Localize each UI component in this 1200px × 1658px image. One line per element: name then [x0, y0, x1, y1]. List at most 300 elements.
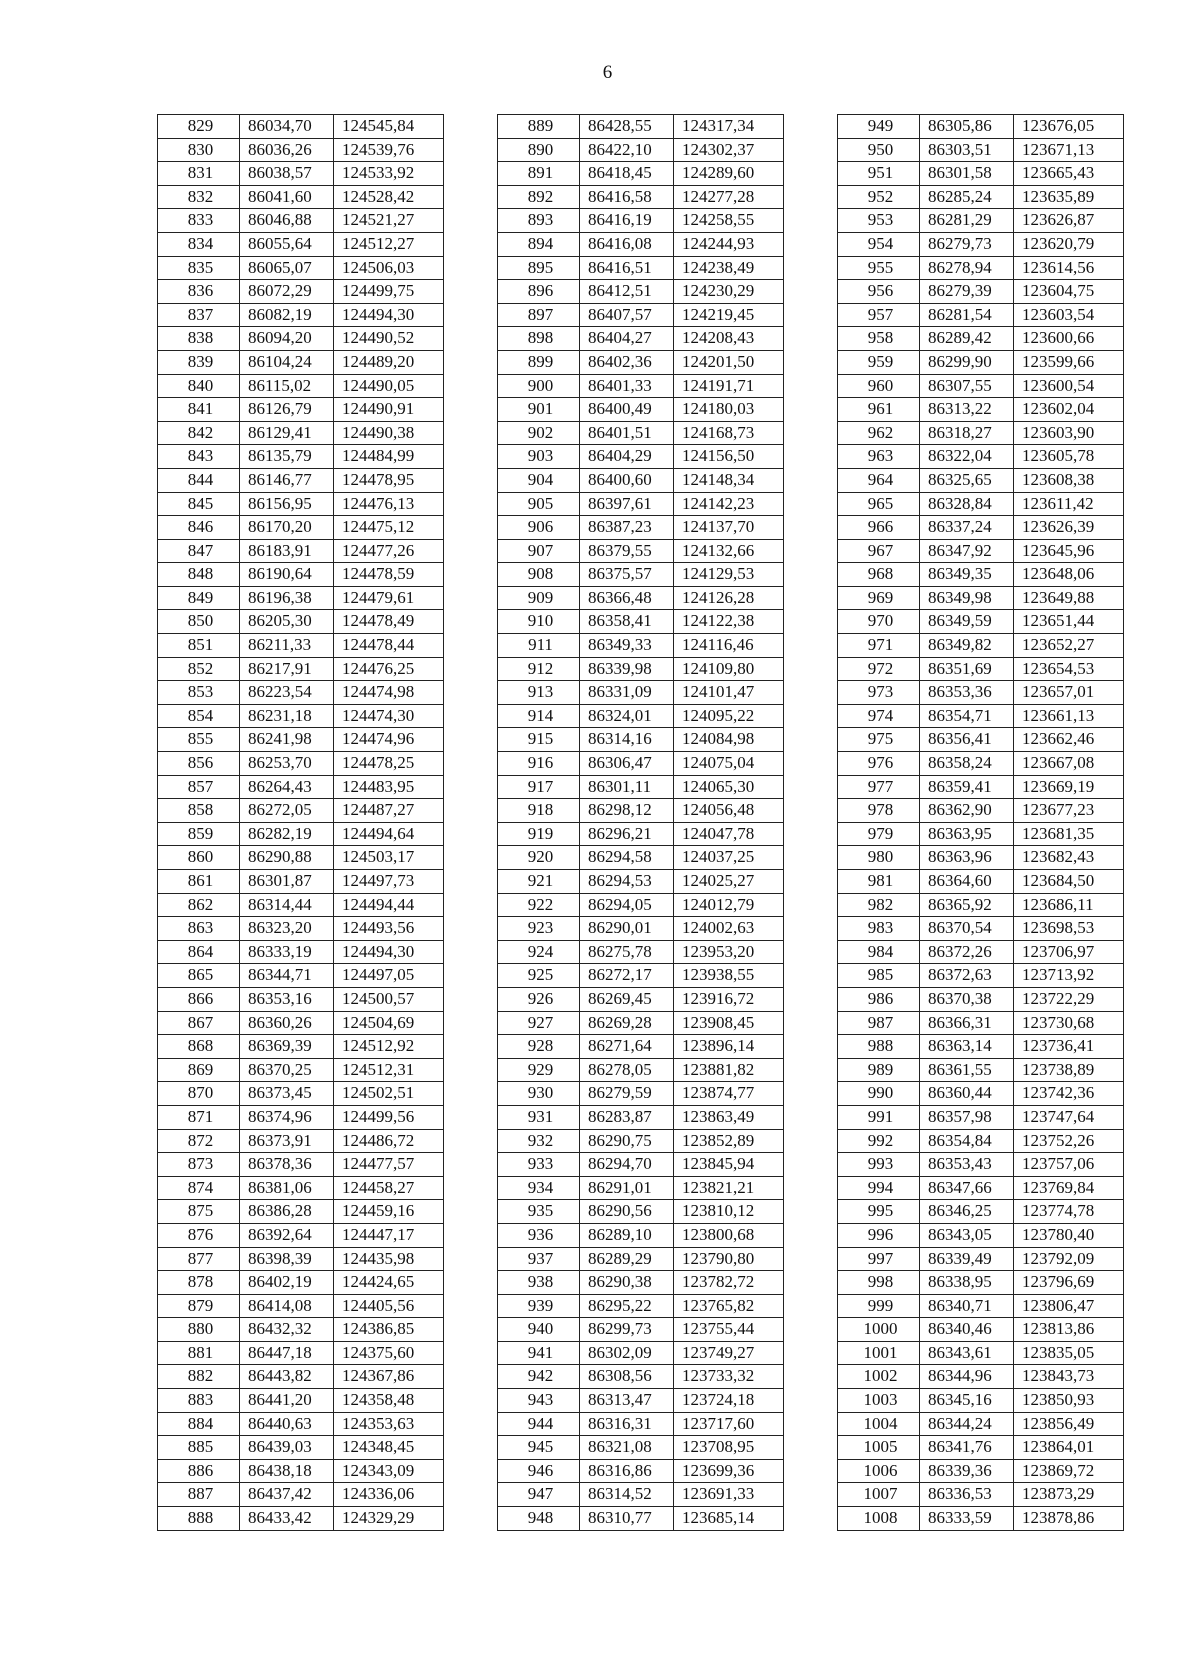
- coordinate-x: 86439,03: [240, 1436, 334, 1460]
- coordinate-y: 123810,12: [674, 1200, 784, 1224]
- table-row: [838, 1365, 1124, 1389]
- coordinate-y: 124208,43: [674, 327, 784, 351]
- point-number: 1008: [838, 1507, 920, 1531]
- point-number: 883: [158, 1389, 240, 1413]
- point-number: 959: [838, 350, 920, 374]
- coordinate-y: 124343,09: [334, 1459, 444, 1483]
- table-row: [838, 752, 1124, 776]
- table-row: [838, 610, 1124, 634]
- point-number: 983: [838, 917, 920, 941]
- point-number: 927: [498, 1011, 580, 1035]
- coordinate-x: 86279,59: [580, 1082, 674, 1106]
- table-row: [838, 1153, 1124, 1177]
- point-number: 977: [838, 775, 920, 799]
- coordinate-y: 123896,14: [674, 1035, 784, 1059]
- coordinate-y: 124329,29: [334, 1507, 444, 1531]
- coordinate-x: 86364,60: [920, 870, 1014, 894]
- coordinate-x: 86363,95: [920, 822, 1014, 846]
- coordinate-x: 86082,19: [240, 303, 334, 327]
- table-row: [498, 138, 784, 162]
- coordinate-x: 86379,55: [580, 539, 674, 563]
- point-number: 881: [158, 1341, 240, 1365]
- coordinate-y: 124476,25: [334, 657, 444, 681]
- table-row: [498, 964, 784, 988]
- coordinate-y: 123780,40: [1014, 1223, 1124, 1247]
- point-number: 832: [158, 185, 240, 209]
- table-row: [498, 1223, 784, 1247]
- coordinate-y: 123626,87: [1014, 209, 1124, 233]
- point-number: 949: [838, 115, 920, 139]
- coordinate-y: 124353,63: [334, 1412, 444, 1436]
- coordinate-y: 123604,75: [1014, 280, 1124, 304]
- coordinate-y: 124506,03: [334, 256, 444, 280]
- coordinate-y: 123938,55: [674, 964, 784, 988]
- point-number: 842: [158, 421, 240, 445]
- coordinate-y: 123626,39: [1014, 516, 1124, 540]
- table-row: [838, 398, 1124, 422]
- coordinate-y: 123835,05: [1014, 1341, 1124, 1365]
- point-number: 952: [838, 185, 920, 209]
- coordinate-y: 123706,97: [1014, 940, 1124, 964]
- point-number: 937: [498, 1247, 580, 1271]
- coordinate-y: 123852,89: [674, 1129, 784, 1153]
- point-number: 871: [158, 1105, 240, 1129]
- coordinate-x: 86336,53: [920, 1483, 1014, 1507]
- table-row: [158, 539, 444, 563]
- table-row: [158, 516, 444, 540]
- table-row: [838, 893, 1124, 917]
- coordinate-x: 86370,54: [920, 917, 1014, 941]
- coordinate-y: 123685,14: [674, 1507, 784, 1531]
- table-row: [838, 1483, 1124, 1507]
- table-row: [838, 1247, 1124, 1271]
- table-row: [158, 1223, 444, 1247]
- coordinate-x: 86447,18: [240, 1341, 334, 1365]
- table-row: [838, 1318, 1124, 1342]
- coordinate-y: 123603,54: [1014, 303, 1124, 327]
- coordinate-y: 123682,43: [1014, 846, 1124, 870]
- table-row: [498, 893, 784, 917]
- point-number: 1002: [838, 1365, 920, 1389]
- coordinate-y: 124302,37: [674, 138, 784, 162]
- table-row: [838, 799, 1124, 823]
- coordinate-y: 123881,82: [674, 1058, 784, 1082]
- coordinate-x: 86345,16: [920, 1389, 1014, 1413]
- coordinate-x: 86360,44: [920, 1082, 1014, 1106]
- coordinate-y: 124002,63: [674, 917, 784, 941]
- coordinate-x: 86094,20: [240, 327, 334, 351]
- point-number: 876: [158, 1223, 240, 1247]
- table-row: [838, 1082, 1124, 1106]
- table-row: [498, 1129, 784, 1153]
- table-row: [838, 1129, 1124, 1153]
- point-number: 987: [838, 1011, 920, 1035]
- table-row: [158, 1436, 444, 1460]
- coordinate-y: 124277,28: [674, 185, 784, 209]
- point-number: 962: [838, 421, 920, 445]
- point-number: 940: [498, 1318, 580, 1342]
- coordinate-y: 123821,21: [674, 1176, 784, 1200]
- point-number: 836: [158, 280, 240, 304]
- coordinate-x: 86282,19: [240, 822, 334, 846]
- coordinate-y: 124478,49: [334, 610, 444, 634]
- coordinate-y: 123752,26: [1014, 1129, 1124, 1153]
- table-row: [838, 1412, 1124, 1436]
- coordinate-x: 86378,36: [240, 1153, 334, 1177]
- point-number: 887: [158, 1483, 240, 1507]
- table-row: [158, 1294, 444, 1318]
- point-number: 864: [158, 940, 240, 964]
- table-row: [158, 586, 444, 610]
- point-number: 897: [498, 303, 580, 327]
- point-number: 960: [838, 374, 920, 398]
- coordinate-x: 86183,91: [240, 539, 334, 563]
- table-row: [158, 917, 444, 941]
- coordinate-y: 123635,89: [1014, 185, 1124, 209]
- table-row: [158, 1483, 444, 1507]
- table-row: [158, 162, 444, 186]
- coordinate-x: 86036,26: [240, 138, 334, 162]
- coordinate-y: 124405,56: [334, 1294, 444, 1318]
- coordinate-x: 86349,35: [920, 563, 1014, 587]
- table-row: [498, 752, 784, 776]
- coordinate-x: 86440,63: [240, 1412, 334, 1436]
- point-number: 995: [838, 1200, 920, 1224]
- point-number: 928: [498, 1035, 580, 1059]
- point-number: 930: [498, 1082, 580, 1106]
- point-number: 877: [158, 1247, 240, 1271]
- point-number: 925: [498, 964, 580, 988]
- table-row: [838, 1341, 1124, 1365]
- coordinate-x: 86135,79: [240, 445, 334, 469]
- coordinate-x: 86392,64: [240, 1223, 334, 1247]
- table-row: [158, 752, 444, 776]
- coordinate-y: 123869,72: [1014, 1459, 1124, 1483]
- coordinate-x: 86034,70: [240, 115, 334, 139]
- coordinate-y: 123878,86: [1014, 1507, 1124, 1531]
- point-number: 1007: [838, 1483, 920, 1507]
- table-row: [158, 681, 444, 705]
- coordinate-y: 124201,50: [674, 350, 784, 374]
- point-number: 839: [158, 350, 240, 374]
- coordinate-x: 86343,61: [920, 1341, 1014, 1365]
- point-number: 854: [158, 704, 240, 728]
- point-number: 910: [498, 610, 580, 634]
- coordinate-y: 123667,08: [1014, 752, 1124, 776]
- coordinate-y: 124095,22: [674, 704, 784, 728]
- table-row: [158, 563, 444, 587]
- point-number: 834: [158, 232, 240, 256]
- coordinate-x: 86290,38: [580, 1271, 674, 1295]
- table-row: [158, 256, 444, 280]
- table-row: [158, 1459, 444, 1483]
- table-row: [838, 445, 1124, 469]
- point-number: 992: [838, 1129, 920, 1153]
- coordinate-x: 86437,42: [240, 1483, 334, 1507]
- table-row: [498, 987, 784, 1011]
- point-number: 874: [158, 1176, 240, 1200]
- table-row: [158, 1365, 444, 1389]
- coordinate-x: 86314,16: [580, 728, 674, 752]
- coordinate-y: 124494,30: [334, 303, 444, 327]
- coordinate-x: 86323,20: [240, 917, 334, 941]
- table-row: [498, 209, 784, 233]
- point-number: 847: [158, 539, 240, 563]
- point-number: 869: [158, 1058, 240, 1082]
- coordinate-y: 123749,27: [674, 1341, 784, 1365]
- coordinate-y: 124075,04: [674, 752, 784, 776]
- coordinate-y: 123742,36: [1014, 1082, 1124, 1106]
- table-row: [498, 162, 784, 186]
- coordinate-y: 124156,50: [674, 445, 784, 469]
- table-row: [838, 987, 1124, 1011]
- coordinate-y: 123605,78: [1014, 445, 1124, 469]
- coordinate-x: 86441,20: [240, 1389, 334, 1413]
- point-number: 1006: [838, 1459, 920, 1483]
- point-number: 929: [498, 1058, 580, 1082]
- coordinate-x: 86291,01: [580, 1176, 674, 1200]
- coordinate-y: 123733,32: [674, 1365, 784, 1389]
- coordinate-y: 124497,73: [334, 870, 444, 894]
- table-row: [158, 1035, 444, 1059]
- table-row: [158, 822, 444, 846]
- coordinate-y: 124490,91: [334, 398, 444, 422]
- coordinate-x: 86307,55: [920, 374, 1014, 398]
- coordinate-x: 86387,23: [580, 516, 674, 540]
- table-row: [498, 634, 784, 658]
- point-number: 973: [838, 681, 920, 705]
- coordinate-x: 86346,25: [920, 1200, 1014, 1224]
- coordinate-x: 86333,59: [920, 1507, 1014, 1531]
- point-number: 920: [498, 846, 580, 870]
- coordinate-x: 86438,18: [240, 1459, 334, 1483]
- table-row: [158, 280, 444, 304]
- coordinate-x: 86343,05: [920, 1223, 1014, 1247]
- coordinate-y: 124499,56: [334, 1105, 444, 1129]
- coordinate-x: 86344,96: [920, 1365, 1014, 1389]
- coordinate-y: 124478,59: [334, 563, 444, 587]
- point-number: 943: [498, 1389, 580, 1413]
- coordinate-y: 123698,53: [1014, 917, 1124, 941]
- table-row: [158, 185, 444, 209]
- point-number: 980: [838, 846, 920, 870]
- coordinate-y: 124132,66: [674, 539, 784, 563]
- coordinate-x: 86361,55: [920, 1058, 1014, 1082]
- coordinate-x: 86401,51: [580, 421, 674, 445]
- point-number: 830: [158, 138, 240, 162]
- table-row: [838, 374, 1124, 398]
- table-row: [838, 1436, 1124, 1460]
- coordinate-y: 124493,56: [334, 917, 444, 941]
- coordinate-y: 124012,79: [674, 893, 784, 917]
- coordinate-x: 86339,98: [580, 657, 674, 681]
- point-number: 904: [498, 468, 580, 492]
- point-number: 948: [498, 1507, 580, 1531]
- table-row: [838, 1035, 1124, 1059]
- coordinate-x: 86269,28: [580, 1011, 674, 1035]
- coordinate-y: 123747,64: [1014, 1105, 1124, 1129]
- coordinate-x: 86156,95: [240, 492, 334, 516]
- point-number: 867: [158, 1011, 240, 1035]
- coordinate-x: 86407,57: [580, 303, 674, 327]
- coordinate-x: 86340,46: [920, 1318, 1014, 1342]
- point-number: 865: [158, 964, 240, 988]
- coordinate-y: 124458,27: [334, 1176, 444, 1200]
- coordinate-y: 124317,34: [674, 115, 784, 139]
- table-row: [498, 115, 784, 139]
- coordinate-y: 124474,96: [334, 728, 444, 752]
- point-number: 833: [158, 209, 240, 233]
- table-row: [158, 799, 444, 823]
- coordinate-y: 124109,80: [674, 657, 784, 681]
- point-number: 888: [158, 1507, 240, 1531]
- coordinate-y: 123676,05: [1014, 115, 1124, 139]
- coordinate-x: 86314,44: [240, 893, 334, 917]
- point-number: 972: [838, 657, 920, 681]
- point-number: 982: [838, 893, 920, 917]
- coordinate-x: 86281,29: [920, 209, 1014, 233]
- coordinate-y: 123717,60: [674, 1412, 784, 1436]
- coordinate-y: 123796,69: [1014, 1271, 1124, 1295]
- coordinate-x: 86298,12: [580, 799, 674, 823]
- coordinate-y: 124375,60: [334, 1341, 444, 1365]
- table-row: [158, 468, 444, 492]
- coordinate-x: 86126,79: [240, 398, 334, 422]
- table-row: [498, 586, 784, 610]
- point-number: 951: [838, 162, 920, 186]
- coordinate-y: 123713,92: [1014, 964, 1124, 988]
- coordinate-x: 86325,65: [920, 468, 1014, 492]
- coordinate-y: 123813,86: [1014, 1318, 1124, 1342]
- table-row: [158, 1153, 444, 1177]
- point-number: 880: [158, 1318, 240, 1342]
- coordinate-x: 86328,84: [920, 492, 1014, 516]
- point-number: 891: [498, 162, 580, 186]
- point-number: 964: [838, 468, 920, 492]
- table-row: [158, 303, 444, 327]
- coordinate-x: 86369,39: [240, 1035, 334, 1059]
- coordinate-y: 123645,96: [1014, 539, 1124, 563]
- coordinate-x: 86279,39: [920, 280, 1014, 304]
- coordinate-x: 86055,64: [240, 232, 334, 256]
- page-number: 6: [602, 62, 613, 83]
- coordinate-y: 123792,09: [1014, 1247, 1124, 1271]
- table-row: [498, 657, 784, 681]
- coordinate-x: 86303,51: [920, 138, 1014, 162]
- point-number: 985: [838, 964, 920, 988]
- coordinate-x: 86402,19: [240, 1271, 334, 1295]
- coordinate-x: 86370,38: [920, 987, 1014, 1011]
- coordinate-y: 124474,98: [334, 681, 444, 705]
- coordinate-x: 86294,58: [580, 846, 674, 870]
- coordinate-y: 124533,92: [334, 162, 444, 186]
- coordinate-x: 86278,05: [580, 1058, 674, 1082]
- point-number: 893: [498, 209, 580, 233]
- coordinate-y: 124191,71: [674, 374, 784, 398]
- point-number: 1005: [838, 1436, 920, 1460]
- coordinate-y: 123736,41: [1014, 1035, 1124, 1059]
- coordinate-x: 86397,61: [580, 492, 674, 516]
- coordinate-x: 86414,08: [240, 1294, 334, 1318]
- point-number: 916: [498, 752, 580, 776]
- table-row: [158, 445, 444, 469]
- point-number: 863: [158, 917, 240, 941]
- coordinate-y: 124168,73: [674, 421, 784, 445]
- coordinate-y: 124478,44: [334, 634, 444, 658]
- table-row: [838, 1058, 1124, 1082]
- point-number: 848: [158, 563, 240, 587]
- point-number: 884: [158, 1412, 240, 1436]
- coordinate-y: 123863,49: [674, 1105, 784, 1129]
- table-row: [838, 1200, 1124, 1224]
- table-row: [158, 115, 444, 139]
- coordinate-x: 86272,05: [240, 799, 334, 823]
- point-number: 914: [498, 704, 580, 728]
- coordinate-y: 124512,31: [334, 1058, 444, 1082]
- coordinate-x: 86353,16: [240, 987, 334, 1011]
- point-number: 938: [498, 1271, 580, 1295]
- coordinate-y: 123850,93: [1014, 1389, 1124, 1413]
- point-number: 945: [498, 1436, 580, 1460]
- coordinate-y: 123873,29: [1014, 1483, 1124, 1507]
- point-number: 905: [498, 492, 580, 516]
- table-row: [498, 1011, 784, 1035]
- point-number: 895: [498, 256, 580, 280]
- coordinate-x: 86433,42: [240, 1507, 334, 1531]
- coordinate-x: 86275,78: [580, 940, 674, 964]
- coordinate-x: 86306,47: [580, 752, 674, 776]
- point-number: 868: [158, 1035, 240, 1059]
- coordinate-x: 86416,58: [580, 185, 674, 209]
- coordinate-y: 124477,57: [334, 1153, 444, 1177]
- point-number: 990: [838, 1082, 920, 1106]
- coordinate-x: 86349,82: [920, 634, 1014, 658]
- coordinate-x: 86190,64: [240, 563, 334, 587]
- point-number: 908: [498, 563, 580, 587]
- coordinate-x: 86322,04: [920, 445, 1014, 469]
- coordinate-y: 123602,04: [1014, 398, 1124, 422]
- coordinate-y: 123599,66: [1014, 350, 1124, 374]
- coordinate-x: 86339,49: [920, 1247, 1014, 1271]
- point-number: 941: [498, 1341, 580, 1365]
- table-row: [498, 492, 784, 516]
- table-row: [838, 280, 1124, 304]
- coordinate-x: 86115,02: [240, 374, 334, 398]
- coordinate-y: 124238,49: [674, 256, 784, 280]
- table-row: [158, 1341, 444, 1365]
- table-row: [838, 563, 1124, 587]
- point-number: 870: [158, 1082, 240, 1106]
- table-row: [838, 256, 1124, 280]
- coordinate-x: 86129,41: [240, 421, 334, 445]
- coordinate-y: 124476,13: [334, 492, 444, 516]
- point-number: 932: [498, 1129, 580, 1153]
- point-number: 898: [498, 327, 580, 351]
- table-row: [838, 822, 1124, 846]
- table-row: [158, 634, 444, 658]
- coordinate-x: 86422,10: [580, 138, 674, 162]
- point-number: 917: [498, 775, 580, 799]
- table-row: [498, 1459, 784, 1483]
- table-row: [158, 846, 444, 870]
- point-number: 856: [158, 752, 240, 776]
- table-row: [838, 421, 1124, 445]
- coordinate-x: 86372,26: [920, 940, 1014, 964]
- coordinate-y: 124486,72: [334, 1129, 444, 1153]
- coordinate-x: 86290,75: [580, 1129, 674, 1153]
- coordinate-y: 124116,46: [674, 634, 784, 658]
- coordinates-table-1: [157, 114, 444, 1531]
